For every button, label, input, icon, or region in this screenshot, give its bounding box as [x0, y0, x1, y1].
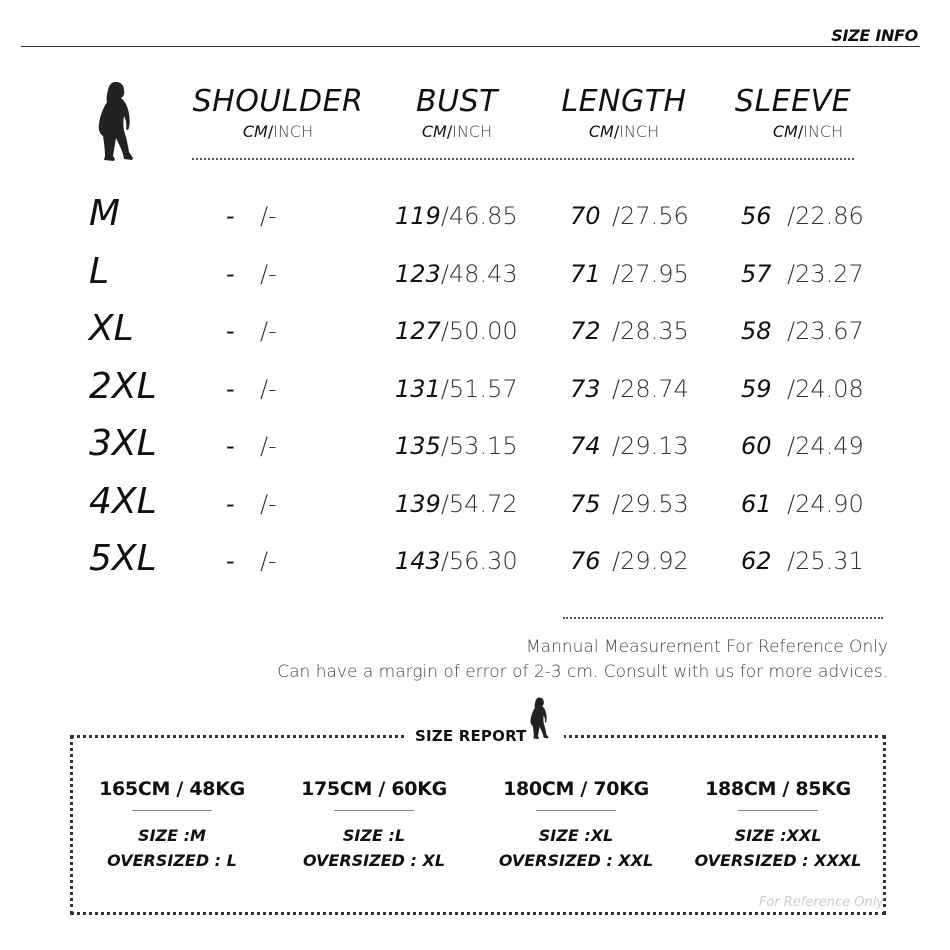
sleeve-inch: /23.27	[787, 259, 864, 288]
bust-cell	[395, 259, 518, 289]
bust-cm: 143	[395, 547, 441, 575]
length-inch: /28.74	[612, 374, 689, 403]
size-report-title: SIZE REPORT	[415, 727, 527, 745]
shoulder-inch: /-	[260, 374, 277, 403]
sleeve-cell	[741, 546, 864, 576]
margin-of-error-note: Can have a margin of error of 2-3 cm. Consult with us for more advices.	[277, 662, 888, 682]
length-inch: /29.13	[612, 432, 689, 460]
bust-inch: /48.43	[440, 259, 518, 288]
sleeve-cell	[741, 201, 864, 231]
sleeve-cell	[741, 374, 864, 404]
report-entry	[72, 778, 272, 873]
bust-cell	[395, 489, 518, 519]
sleeve-cell	[741, 489, 864, 519]
reference-only-note: For Reference Only	[758, 895, 884, 910]
header-divider	[21, 46, 920, 47]
size-label: L	[89, 250, 110, 292]
length-inch: /28.35	[612, 317, 689, 345]
bust-cm: 135	[395, 432, 441, 460]
bust-inch: /54.72	[440, 489, 518, 518]
shoulder-cm: -	[226, 432, 235, 460]
shoulder-cm: -	[226, 547, 235, 575]
report-entry-divider	[536, 810, 616, 811]
bust-cm: 119	[395, 202, 441, 230]
height-weight: 180CM / 70KG	[503, 778, 649, 800]
length-cm: 72	[570, 317, 601, 345]
oversized-size: OVERSIZED : XXXL	[694, 851, 862, 870]
length-cell	[570, 431, 689, 461]
report-entry	[476, 778, 676, 873]
bust-inch: /50.00	[440, 317, 518, 345]
height-weight: 175CM / 60KG	[301, 778, 447, 800]
length-cm: 75	[570, 489, 601, 518]
height-weight: 188CM / 85KG	[705, 778, 851, 800]
sleeve-cell	[741, 259, 864, 289]
bust-cell	[395, 546, 518, 576]
sleeve-inch: /24.49	[787, 432, 864, 460]
recommended-size: SIZE :XL	[538, 826, 614, 845]
length-cm: 76	[570, 547, 601, 575]
length-cm: 70	[570, 202, 601, 230]
column-unit: CM/INCH	[588, 122, 660, 141]
length-cm: 74	[570, 432, 601, 460]
column-unit: CM/INCH	[242, 122, 314, 141]
shoulder-cm: -	[226, 489, 235, 518]
column-unit: CM/INCH	[772, 122, 844, 141]
size-label: 4XL	[89, 480, 157, 522]
ape-figure-icon	[528, 694, 550, 742]
length-cm: 73	[570, 374, 601, 403]
sleeve-inch: /25.31	[787, 547, 864, 575]
bust-cell	[395, 201, 518, 231]
shoulder-inch: /-	[260, 259, 277, 288]
oversized-size: OVERSIZED : XXL	[498, 851, 654, 870]
sleeve-cm: 58	[741, 317, 772, 345]
sleeve-inch: /24.08	[787, 374, 864, 403]
ape-figure-icon	[94, 80, 136, 162]
shoulder-cell	[226, 316, 277, 346]
measurement-note: Mannual Measurement For Reference Only	[526, 637, 888, 657]
length-cm: 71	[570, 259, 601, 288]
shoulder-cm: -	[226, 317, 235, 345]
column-name: BUST	[416, 84, 498, 119]
bust-cm: 123	[395, 259, 441, 288]
height-weight: 165CM / 48KG	[99, 778, 245, 800]
bust-cm: 139	[395, 489, 441, 518]
length-inch: /27.95	[612, 259, 689, 288]
bust-cell	[395, 316, 518, 346]
length-cell	[570, 374, 689, 404]
length-cell	[570, 546, 689, 576]
sleeve-cm: 57	[741, 259, 772, 288]
bust-cm: 127	[395, 317, 441, 345]
shoulder-cm: -	[226, 202, 235, 230]
size-label: 3XL	[89, 423, 157, 464]
length-cell	[570, 201, 689, 231]
shoulder-cell	[226, 201, 277, 231]
report-entry-divider	[132, 810, 212, 811]
bust-inch: /53.15	[440, 432, 518, 460]
shoulder-cell	[226, 431, 277, 461]
header-dotted-divider	[192, 158, 854, 160]
sleeve-cm: 62	[741, 547, 772, 575]
size-label: M	[89, 193, 121, 234]
recommended-size: SIZE :M	[138, 826, 206, 845]
shoulder-cm: -	[226, 374, 235, 403]
sleeve-cm: 61	[741, 489, 772, 518]
bust-cell	[395, 374, 518, 404]
column-header-sleeve	[728, 84, 858, 142]
report-entry-divider	[738, 810, 818, 811]
shoulder-cell	[226, 259, 277, 289]
size-label: 5XL	[89, 538, 157, 579]
shoulder-inch: /-	[260, 432, 277, 460]
shoulder-cell	[226, 374, 277, 404]
sleeve-cell	[741, 431, 864, 461]
oversized-size: OVERSIZED : L	[107, 851, 237, 870]
bust-inch: /46.85	[440, 202, 518, 230]
sleeve-cm: 59	[741, 374, 772, 403]
sleeve-cm: 60	[741, 432, 772, 460]
length-cell	[570, 316, 689, 346]
sleeve-inch: /24.90	[787, 489, 864, 518]
column-name: SLEEVE	[734, 84, 852, 119]
column-header-bust	[397, 84, 517, 142]
report-entry-divider	[334, 810, 414, 811]
shoulder-inch: /-	[260, 317, 277, 345]
shoulder-inch: /-	[260, 547, 277, 575]
shoulder-cm: -	[226, 259, 235, 288]
bust-cell	[395, 431, 518, 461]
column-header-shoulder	[188, 84, 368, 142]
bust-cm: 131	[395, 374, 441, 403]
shoulder-cell	[226, 546, 277, 576]
footer-dotted-divider	[563, 617, 883, 619]
recommended-size: SIZE :XXL	[734, 826, 822, 845]
column-name: LENGTH	[561, 84, 687, 119]
column-name: SHOULDER	[192, 84, 364, 119]
shoulder-cell	[226, 489, 277, 519]
length-inch: /27.56	[612, 202, 689, 230]
size-info-title: SIZE INFO	[831, 26, 918, 45]
size-label: XL	[89, 308, 134, 349]
length-inch: /29.53	[612, 489, 689, 518]
sleeve-cell	[741, 316, 864, 346]
shoulder-inch: /-	[260, 489, 277, 518]
sleeve-cm: 56	[741, 202, 772, 230]
sleeve-inch: /22.86	[787, 202, 864, 230]
column-unit: CM/INCH	[421, 122, 493, 141]
report-entry	[678, 778, 878, 873]
bust-inch: /56.30	[440, 547, 518, 575]
length-cell	[570, 259, 689, 289]
report-entry	[274, 778, 474, 873]
shoulder-inch: /-	[260, 202, 277, 230]
length-inch: /29.92	[612, 547, 689, 575]
oversized-size: OVERSIZED : XL	[302, 851, 446, 870]
sleeve-inch: /23.67	[787, 317, 864, 345]
size-label: 2XL	[89, 365, 157, 407]
length-cell	[570, 489, 689, 519]
recommended-size: SIZE :L	[342, 826, 406, 845]
column-header-length	[553, 84, 695, 142]
bust-inch: /51.57	[440, 374, 518, 403]
